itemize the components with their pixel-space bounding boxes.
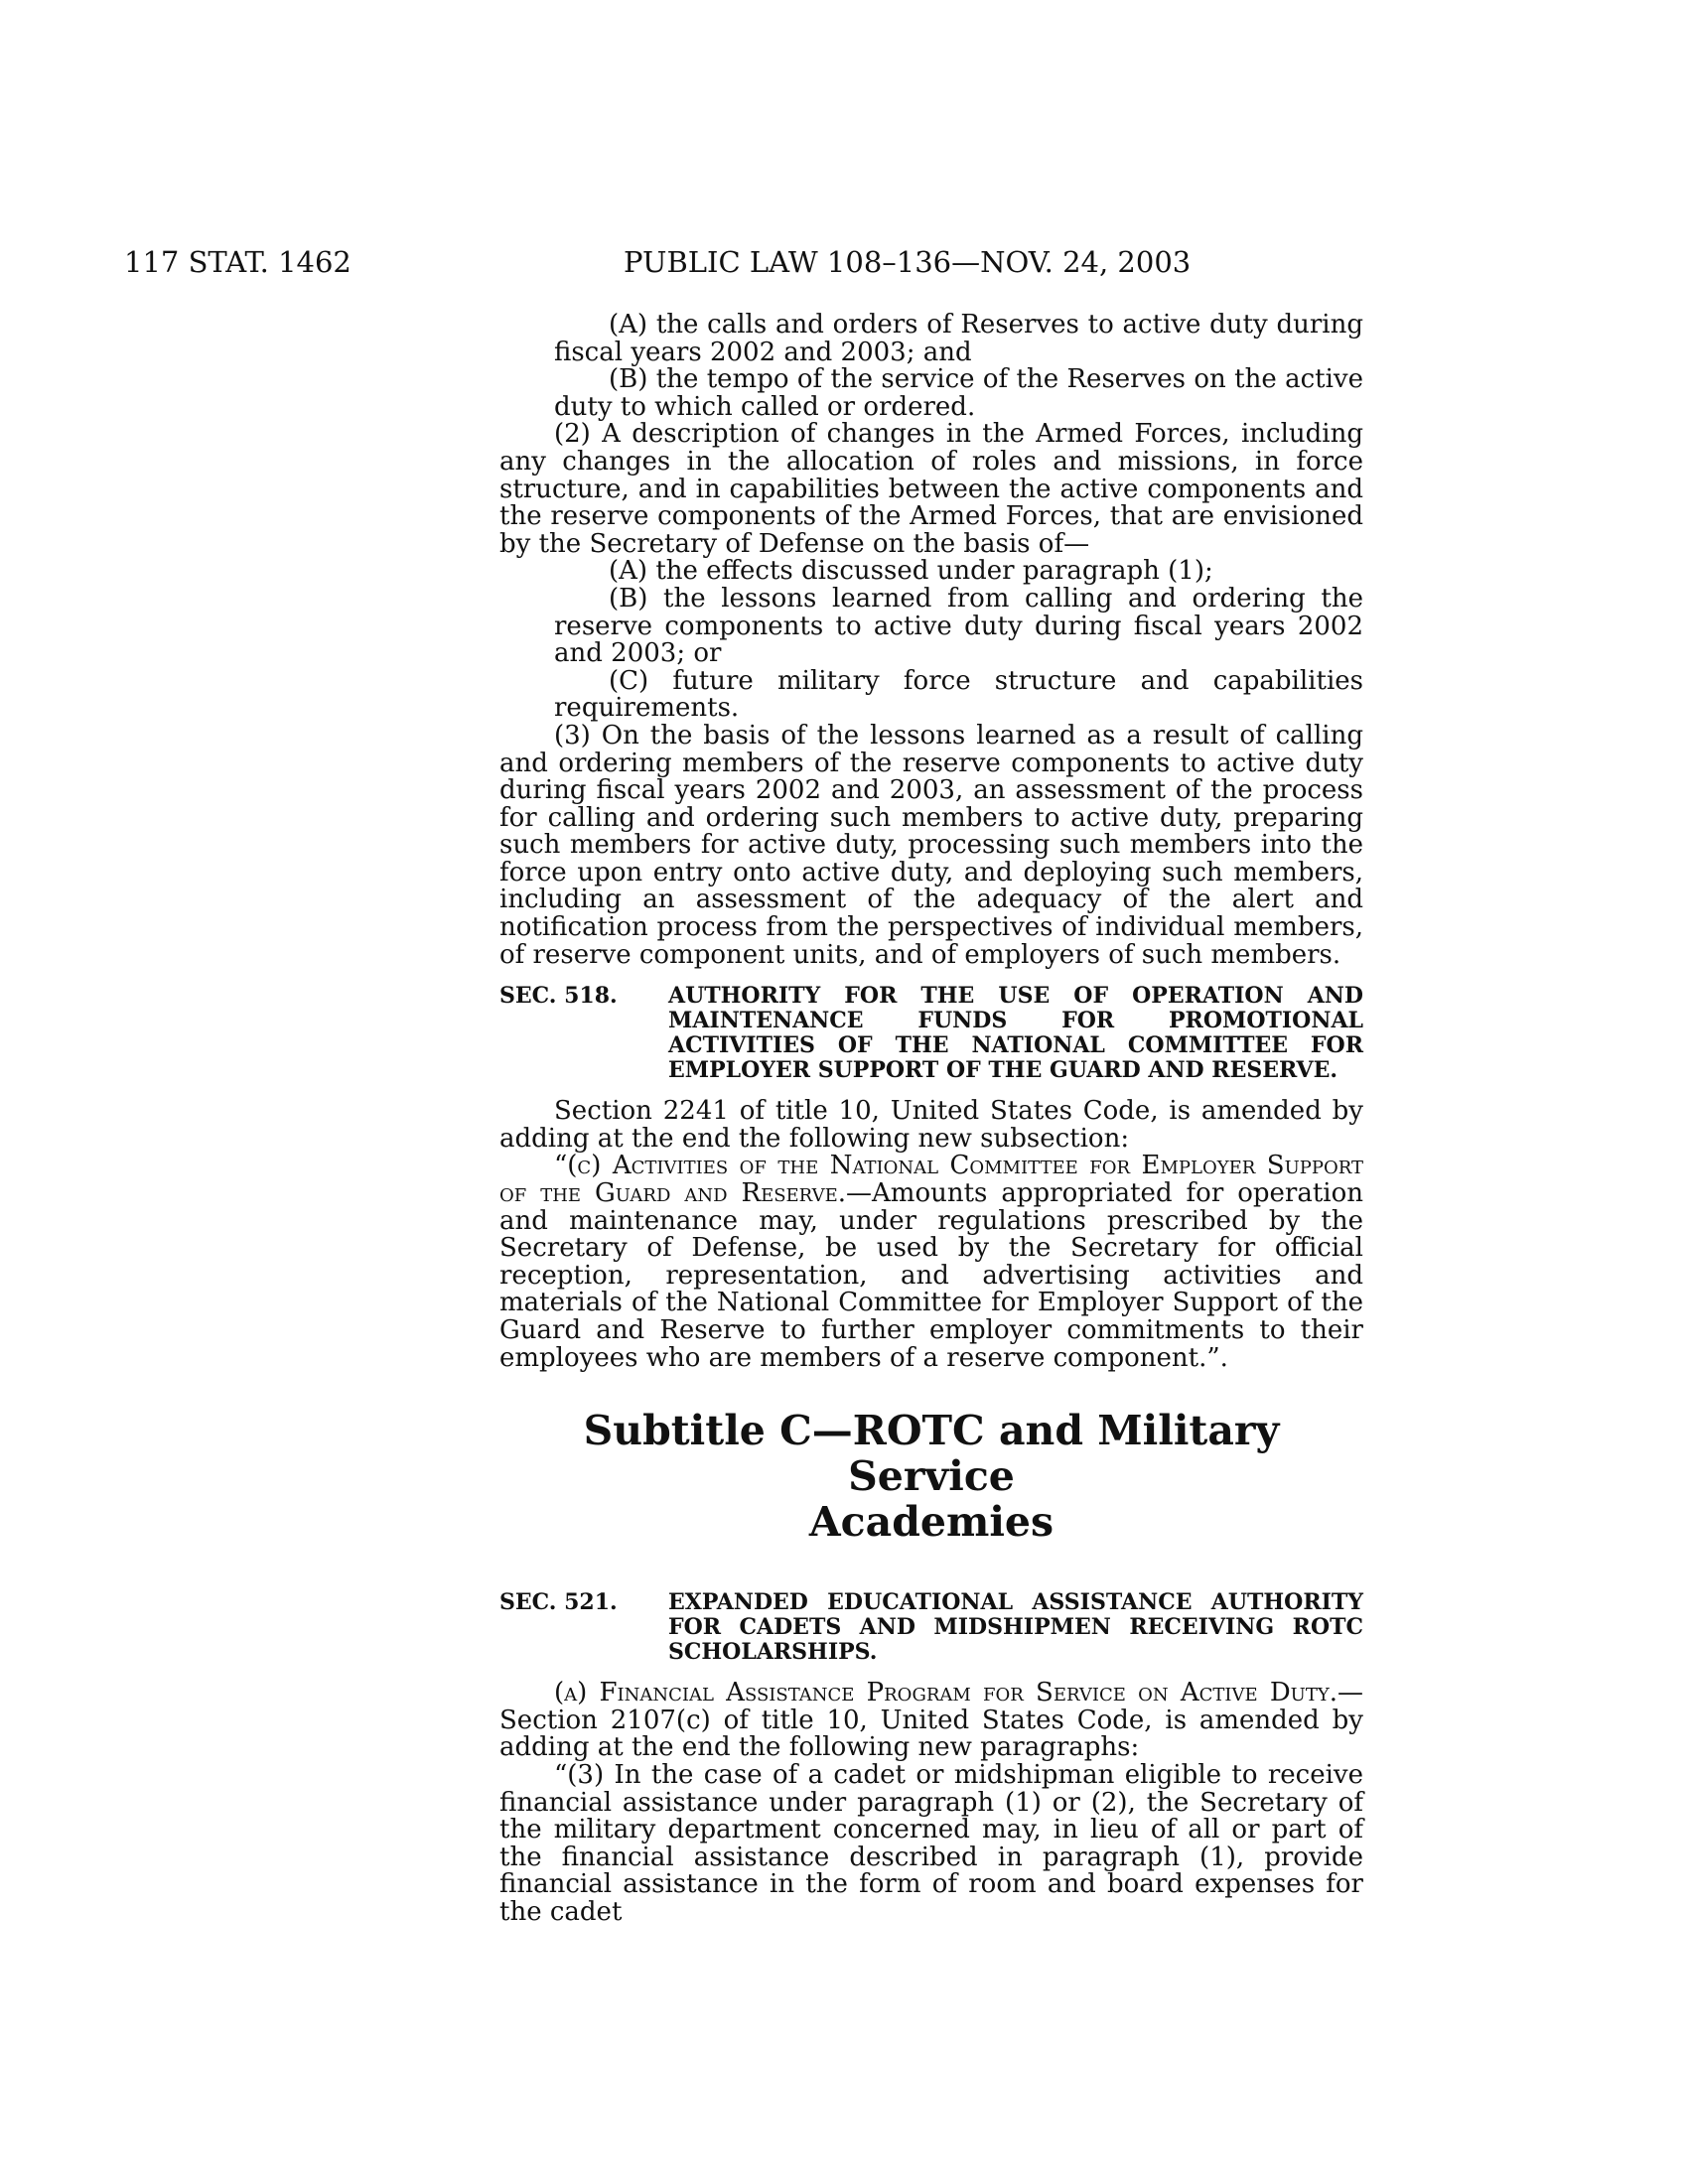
section-title: EXPANDED EDUCATIONAL ASSISTANCE AUTHORITY FOR CADETS AND MIDSHIPMEN RECEIVING ROTC SCHOLARSHIPS.: [668, 1589, 1363, 1666]
subtitle-line-1: Subtitle C—ROTC and Military Service: [583, 1407, 1280, 1501]
section-521-heading: [499, 1590, 1363, 1665]
statute-citation: 117 STAT. 1462: [124, 245, 352, 279]
section-518-intro: Section 2241 of title 10, United States Code, is amended by adding at the end the following new subsection:: [499, 1096, 1363, 1154]
paragraph-1-B: (B) the tempo of the service of the Reserves on the active duty to which called or ordered.: [554, 364, 1363, 422]
subtitle-heading: [499, 1408, 1363, 1545]
section-number: SEC. 521.: [499, 1589, 618, 1616]
page-body: [499, 312, 1363, 1927]
paragraph-2-C: (C) future military force structure and capabilities requirements.: [554, 665, 1363, 724]
subtitle-line-2: Academies: [808, 1498, 1055, 1547]
public-law-citation: PUBLIC LAW 108–136—NOV. 24, 2003: [624, 245, 1192, 279]
subsection-heading: “(c) Activities of the National Committee for Employer Support of the Guard and Reserve.: [499, 1151, 1363, 1209]
section-521-subsection-a: [499, 1680, 1363, 1762]
section-number: SEC. 518.: [499, 983, 618, 1010]
subsection-text: —Amounts appropriated for operation and maintenance may, under regulations prescribed by the Secretary of Defense, be used by the Secretary for official reception, representation, and advertising activities and materials of the National Committee for Employer Support of the Guard and Reserve to further employer commitments to their employees who are members of a reserve component.”.: [499, 1178, 1363, 1373]
subsection-heading: (a) Financial Assistance Program for Service on Active Duty.: [554, 1678, 1337, 1708]
page-header: [0, 245, 1688, 285]
subsection-text: —Section 2107(c) of title 10, United States Code, is amended by adding at the end the following new paragraphs:: [499, 1678, 1363, 1763]
paragraph-3: (3) On the basis of the lessons learned as a result of calling and ordering members of the reserve components to active duty during fiscal years 2002 and 2003, an assessment of the process for calling and ordering such members to active duty, preparing such members for active duty, processing such members into the force upon entry onto active duty, and deploying such members, including an assessment of the adequacy of the alert and notification process from the perspectives of individual members, of reserve component units, and of employers of such members.: [499, 720, 1363, 970]
paragraph-2-B: (B) the lessons learned from calling and ordering the reserve components to active duty during fiscal years 2002 and 2003; or: [554, 583, 1363, 669]
paragraph-2: (2) A description of changes in the Armed Forces, including any changes in the allocation of roles and missions, in force structure, and in capabilities between the active components and the reserve components of the Armed Forces, that are envisioned by the Secretary of Defense on the basis of—: [499, 419, 1363, 559]
section-518-heading: [499, 984, 1363, 1083]
section-title: AUTHORITY FOR THE USE OF OPERATION AND MAINTENANCE FUNDS FOR PROMOTIONAL ACTIVITIES OF THE NATIONAL COMMITTEE FOR EMPLOYER SUPPORT OF THE GUARD AND RESERVE.: [668, 983, 1363, 1084]
section-518-subsection-c: [499, 1153, 1363, 1372]
section-521-paragraph-3: “(3) In the case of a cadet or midshipman eligible to receive financial assistance under paragraph (1) or (2), the Secretary of the military department concerned may, in lieu of all or part of the financial assistance described in paragraph (1), provide financial assistance in the form of room and board expenses for the cadet: [499, 1759, 1363, 1927]
paragraph-2-A: (A) the effects discussed under paragraph (1);: [609, 556, 1213, 587]
paragraph-1-A: (A) the calls and orders of Reserves to active duty during fiscal years 2002 and 2003; and: [554, 310, 1363, 367]
